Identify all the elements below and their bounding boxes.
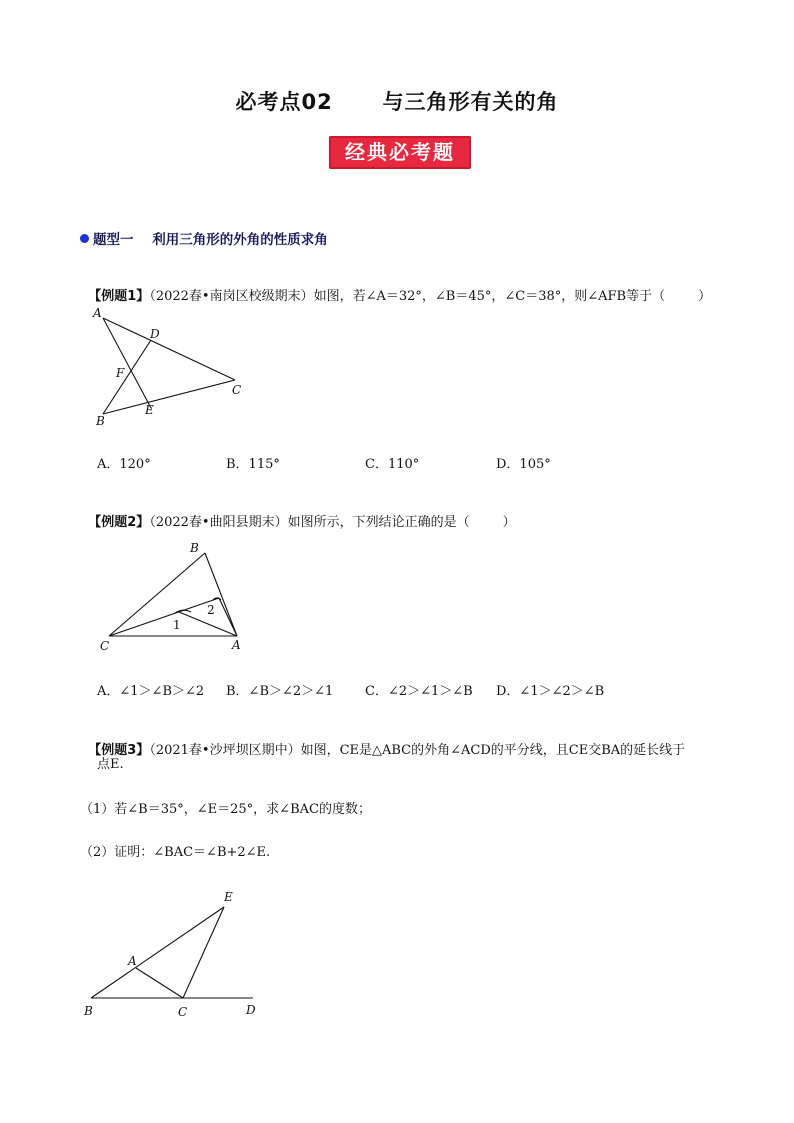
fig2-label-a: A: [232, 638, 241, 652]
example2-option-c[interactable]: C．∠2＞∠1＞∠B: [365, 684, 473, 699]
section-heading: [80, 228, 328, 248]
example2-option-b[interactable]: B．∠B＞∠2＞∠1: [226, 684, 334, 699]
example1-option-d[interactable]: D．105°: [496, 457, 551, 472]
fig3-label-e: E: [224, 890, 233, 904]
fig3-label-d: D: [246, 1003, 256, 1017]
section-label: 题型一 利用三角形的外角的性质求角: [93, 232, 328, 248]
example1-tag: 【例题1】: [88, 289, 150, 304]
example2-text: （2022春•曲阳县期末）如图所示，下列结论正确的是（ ）: [149, 515, 516, 530]
example1-option-b[interactable]: B．115°: [226, 457, 280, 472]
example2-tag: 【例题2】: [88, 515, 150, 530]
example3-text: （2021春•沙坪坝区期中）如图，CE是△ABC的外角∠ACD的平分线，且CE交BA的延长线于: [149, 743, 686, 758]
example3-question-2: （2）证明：∠BAC＝∠B+2∠E.: [80, 845, 271, 860]
fig1-label-e: E: [145, 403, 154, 417]
example3-tag: 【例题3】: [88, 743, 150, 758]
fig2-label-1: 1: [173, 618, 181, 632]
example1-text: （2022春•南岗区校级期末）如图，若∠A＝32°，∠B＝45°，∠C＝38°，则∠AFB等于（ ）: [149, 289, 712, 304]
example3-stem: [80, 724, 685, 760]
fig1-label-b: B: [96, 414, 105, 428]
fig1-label-c: C: [232, 383, 242, 397]
example1-option-a[interactable]: A．120°: [97, 457, 151, 472]
example3-stem-continued: 点E.: [97, 757, 124, 772]
example2-option-d[interactable]: D．∠1＞∠2＞∠B: [496, 684, 605, 699]
fig2-label-2: 2: [207, 603, 215, 617]
example2-figure: [95, 538, 255, 656]
example3-figure: [78, 885, 278, 1025]
fig3-label-c: C: [178, 1005, 188, 1019]
fig2-label-c: C: [100, 639, 110, 653]
fig1-label-f: F: [116, 366, 125, 380]
example1-option-c[interactable]: C．110°: [365, 457, 420, 472]
fig1-label-d: D: [150, 327, 160, 341]
fig3-label-b: B: [84, 1004, 93, 1018]
example2-option-a[interactable]: A．∠1＞∠B＞∠2: [97, 684, 205, 699]
fig1-label-a: A: [93, 306, 102, 320]
bullet-dot-icon: [80, 234, 89, 243]
classic-badge: 经典必考题: [329, 136, 471, 169]
example2-stem: [80, 496, 516, 532]
page-title: 必考点02 与三角形有关的角: [235, 90, 559, 114]
fig3-label-a: A: [128, 954, 137, 968]
fig2-label-b: B: [190, 541, 199, 555]
example1-figure: [85, 300, 265, 435]
example3-question-1: （1）若∠B＝35°，∠E＝25°，求∠BAC的度数；: [80, 802, 371, 817]
